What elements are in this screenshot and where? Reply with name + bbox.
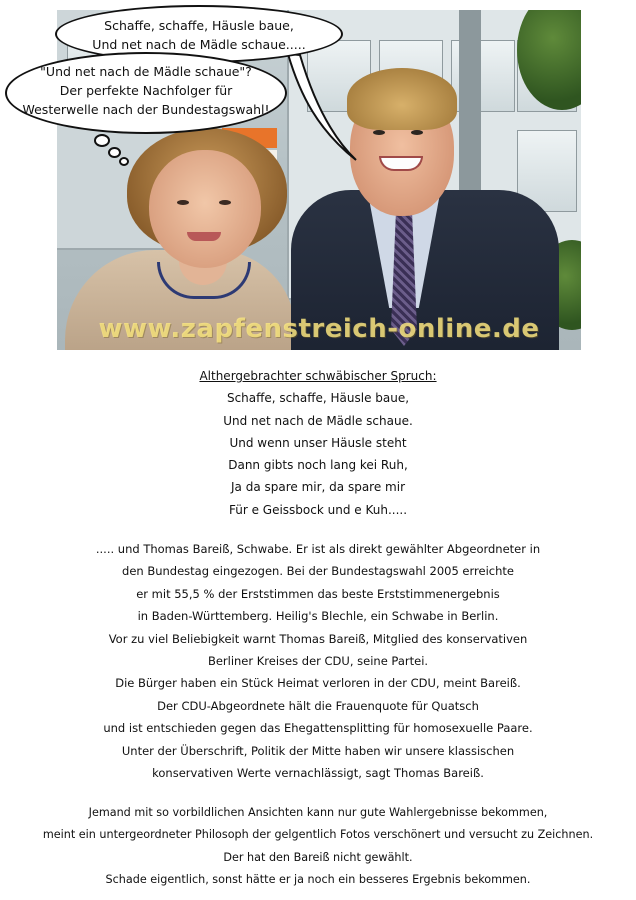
- thought-dot: [108, 147, 121, 158]
- woman-eye: [219, 200, 231, 205]
- poem-line: Ja da spare mir, da spare mir: [231, 480, 405, 495]
- poem: [0, 365, 636, 521]
- bubble-line: "Und net nach de Mädle schaue"?: [40, 64, 252, 79]
- paragraph-line: meint ein untergeordneter Philosoph der gelgentlich Fotos verschönert und versucht zu Zeichnen.: [42, 828, 594, 842]
- paragraph-line: Vor zu viel Beliebigkeit warnt Thomas Bareiß, Mitglied des konservativen: [108, 631, 528, 646]
- poem-line: Und wenn unser Häusle steht: [229, 435, 407, 450]
- woman-eye: [177, 200, 189, 205]
- paragraph-line: Jemand mit so vorbildlichen Ansichten kann nur gute Wahlergebnisse bekommen,: [88, 806, 548, 819]
- paragraph-line: Der hat den Bareiß nicht gewählt.: [223, 850, 413, 864]
- paragraph-line: Die Bürger haben ein Stück Heimat verloren in der CDU, meint Bareiß.: [115, 676, 521, 691]
- bubble-line: Schaffe, schaffe, Häusle baue,: [104, 18, 294, 33]
- thought-dot: [94, 134, 110, 147]
- poem-line: Für e Geissbock und e Kuh.....: [228, 502, 408, 517]
- paragraph-line: Der CDU-Abgeordnete hält die Frauenquote für Quatsch: [157, 698, 479, 713]
- paragraph-line: in Baden-Württemberg. Heilig's Blechle, ein Schwabe in Berlin.: [137, 609, 499, 624]
- bubble-line: Westerwelle nach der Bundestagswahl!: [22, 102, 270, 117]
- paragraph-line: konservativen Werte vernachlässigt, sagt Thomas Bareiß.: [152, 766, 484, 781]
- poem-heading: Althergebrachter schwäbischer Spruch:: [199, 369, 437, 383]
- closing-paragraph: [0, 802, 636, 892]
- article-paragraph: [0, 538, 636, 784]
- poem-line: Schaffe, schaffe, Häusle baue,: [226, 391, 410, 406]
- paragraph-line: er mit 55,5 % der Erststimmen das beste Erststimmenergebnis: [136, 586, 500, 601]
- paragraph-line: Berliner Kreises der CDU, seine Partei.: [207, 654, 429, 669]
- thought-bubble-left: [5, 52, 287, 134]
- bubble-line: Der perfekte Nachfolger für: [59, 83, 233, 98]
- paragraph-line: und ist entschieden gegen das Ehegattensplitting für homosexuelle Paare.: [103, 721, 533, 736]
- watermark: www.zapfenstreich-online.de: [98, 314, 540, 344]
- poem-line: Dann gibts noch lang kei Ruh,: [228, 458, 408, 473]
- paragraph-line: den Bundestag eingezogen. Bei der Bundestagswahl 2005 erreichte: [122, 564, 514, 579]
- paragraph-line: ..... und Thomas Bareiß, Schwabe. Er ist als direkt gewählter Abgeordneter in: [95, 542, 541, 556]
- paragraph-line: Schade eigentlich, sonst hätte er ja noch ein besseres Ergebnis bekommen.: [105, 873, 531, 887]
- paragraph-line: Unter der Überschrift, Politik der Mitte haben wir unsere klassischen: [121, 743, 515, 758]
- thought-dot: [119, 157, 129, 166]
- woman-mouth: [187, 232, 221, 241]
- bubble-line: Und net nach de Mädle schaue.....: [92, 37, 306, 52]
- poem-line: Und net nach de Mädle schaue.: [223, 413, 413, 428]
